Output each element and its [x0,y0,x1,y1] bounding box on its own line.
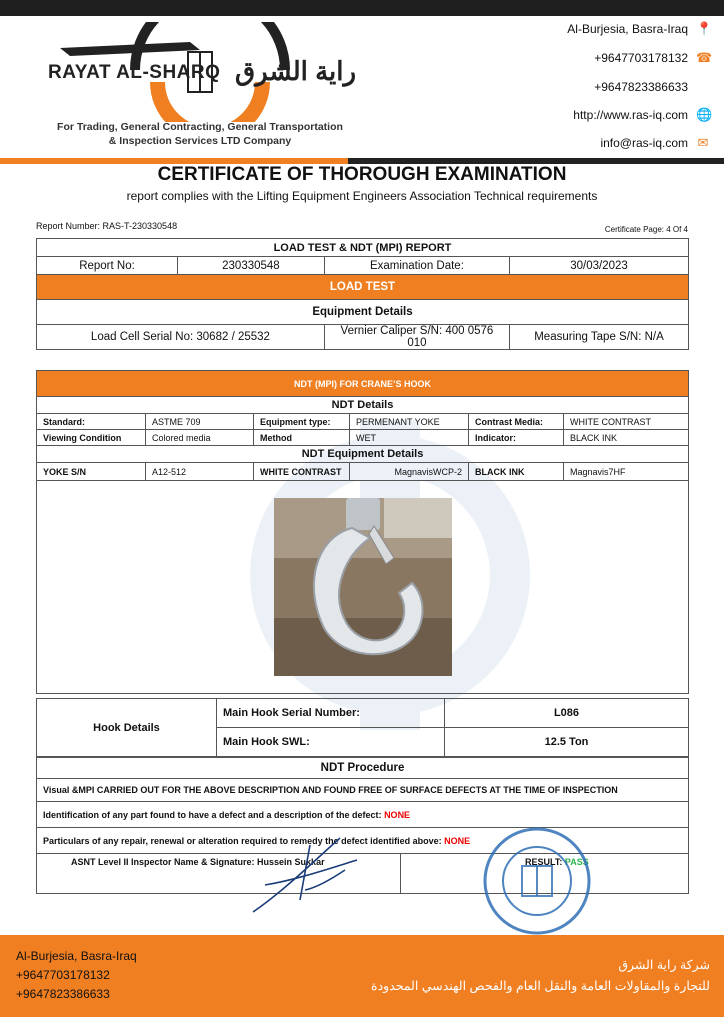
contact-email[interactable] [600,136,710,150]
hook-photo [274,498,452,676]
procedure-line-2 [37,802,689,828]
footer-contacts [16,947,137,1004]
ndt-cell: BLACK INK [469,463,564,481]
tagline [40,120,360,148]
ndt-heading: NDT (MPI) FOR CRANE’S HOOK [37,371,689,397]
defect-value: NONE [384,809,411,820]
globe-icon: 🌐 [696,107,713,122]
ndt-cell: BLACK INK [564,430,689,446]
contact-address [567,21,713,36]
procedure-line-3-text: Particulars of any repair, renewal or alteration required to remedy the defect identified above: [43,835,442,846]
ndt-cell: WET [350,430,469,446]
hook-details-table [36,698,689,757]
phone-icon: ☎ [696,50,713,65]
page-subtitle: report complies with the Lifting Equipment Engineers Association Technical requirements [126,189,598,203]
ndt-cell: MagnavisWCP-2 [350,463,469,481]
report-no-label: Report No: [37,257,178,275]
company-stamp [482,826,592,936]
contact-website-text[interactable]: http://www.ras-iq.com [573,108,688,122]
ndt-cell: WHITE CONTRAST [564,414,689,430]
company-logo [40,22,360,154]
logo-english: RAYAT AL-SHARQ [48,62,221,83]
inspector-name: ASNT Level II Inspector Name & Signature: Hussein Sukkar [71,857,325,867]
certificate-page: Certificate Page: 4 Of 4 [604,225,688,234]
inspector-signature [245,830,365,920]
report-heading: LOAD TEST & NDT (MPI) REPORT [37,239,689,257]
ndt-details-label: NDT Details [37,397,689,414]
logo-arabic: راية الشرق [235,56,357,86]
load-test-band: LOAD TEST [37,275,689,300]
ndt-cell: Magnavis7HF [564,463,689,481]
page-title: CERTIFICATE OF THOROUGH EXAMINATION [157,164,567,185]
result-label: RESULT: [525,857,563,867]
ndt-cell: Standard: [37,414,146,430]
location-icon: 📍 [696,21,713,36]
procedure-line-1: Visual &MPI CARRIED OUT FOR THE ABOVE DESCRIPTION AND FOUND FREE OF SURFACE DEFECTS AT THE TIME OF INSPECTION [37,779,689,802]
footer-address: Al-Burjesia, Basra-Iraq [16,949,137,963]
exam-date-value: 30/03/2023 [510,257,689,275]
hook-swl-value: 12.5 Ton [445,728,689,757]
measuring-tape-serial: Measuring Tape S/N: N/A [510,325,689,350]
footer-arabic-line-2: للتجارة والمقاولات العامة والنقل العام والفحص الهندسي المحدودة [371,979,710,993]
ndt-row-2 [37,430,689,446]
load-test-table [36,238,689,350]
ndt-cell: Colored media [146,430,254,446]
email-icon: ✉ [697,135,709,150]
top-bar [0,0,724,16]
footer-bottom-strip [0,1017,724,1024]
repair-value: NONE [444,835,471,846]
tagline-line-2: & Inspection Services LTD Company [108,135,292,147]
ndt-cell: Method [254,430,350,446]
ndt-cell: A12-512 [146,463,254,481]
contact-phone-2-text: +9647823386633 [594,80,688,94]
contact-phone-1-text: +9647703178132 [594,51,688,65]
ndt-cell: Equipment type: [254,414,350,430]
footer [0,935,724,1017]
ndt-cell: Indicator: [469,430,564,446]
report-number-line: Report Number: RAS-T-230330548 [36,221,178,231]
contact-phone-1 [594,50,713,65]
procedure-heading: NDT Procedure [37,758,689,779]
result-value: PASS [564,857,589,867]
procedure-line-2-text: Identification of any part found to have a defect and a description of the defect: [43,809,382,820]
report-no-value: 230330548 [178,257,325,275]
footer-arabic [371,955,710,997]
footer-arabic-line-1: شركة راية الشرق [618,958,710,972]
contact-email-text[interactable]: info@ras-iq.com [600,136,688,150]
equipment-details-label: Equipment Details [37,300,689,325]
load-cell-serial: Load Cell Serial No: 30682 / 25532 [37,325,325,350]
ndt-cell: Contrast Media: [469,414,564,430]
ndt-cell: WHITE CONTRAST [254,463,350,481]
ndt-cell: YOKE S/N [37,463,146,481]
exam-date-label: Examination Date: [324,257,509,275]
footer-phone-1: +9647703178132 [16,968,110,982]
ndt-row-3 [37,463,689,481]
contact-website[interactable] [573,107,713,122]
phone-icon [696,80,710,94]
hook-details-label: Hook Details [37,699,217,757]
ndt-cell: PERMENANT YOKE [350,414,469,430]
hook-photo-cell [37,481,689,694]
ndt-row-1 [37,414,689,430]
vernier-caliper-serial: Vernier Caliper S/N: 400 0576 010 [324,325,509,350]
ndt-equipment-label: NDT Equipment Details [37,446,689,463]
ndt-table [36,370,689,694]
footer-phone-2: +9647823386633 [16,987,110,1001]
ndt-cell: Viewing Condition [37,430,146,446]
tagline-line-1: For Trading, General Contracting, General Transportation [57,121,343,133]
ndt-cell: ASTME 709 [146,414,254,430]
hook-serial-value: L086 [445,699,689,728]
hook-serial-label: Main Hook Serial Number: [217,699,445,728]
hook-swl-label: Main Hook SWL: [217,728,445,757]
contact-address-text: Al-Burjesia, Basra-Iraq [567,22,688,36]
contact-phone-2 [594,80,710,94]
